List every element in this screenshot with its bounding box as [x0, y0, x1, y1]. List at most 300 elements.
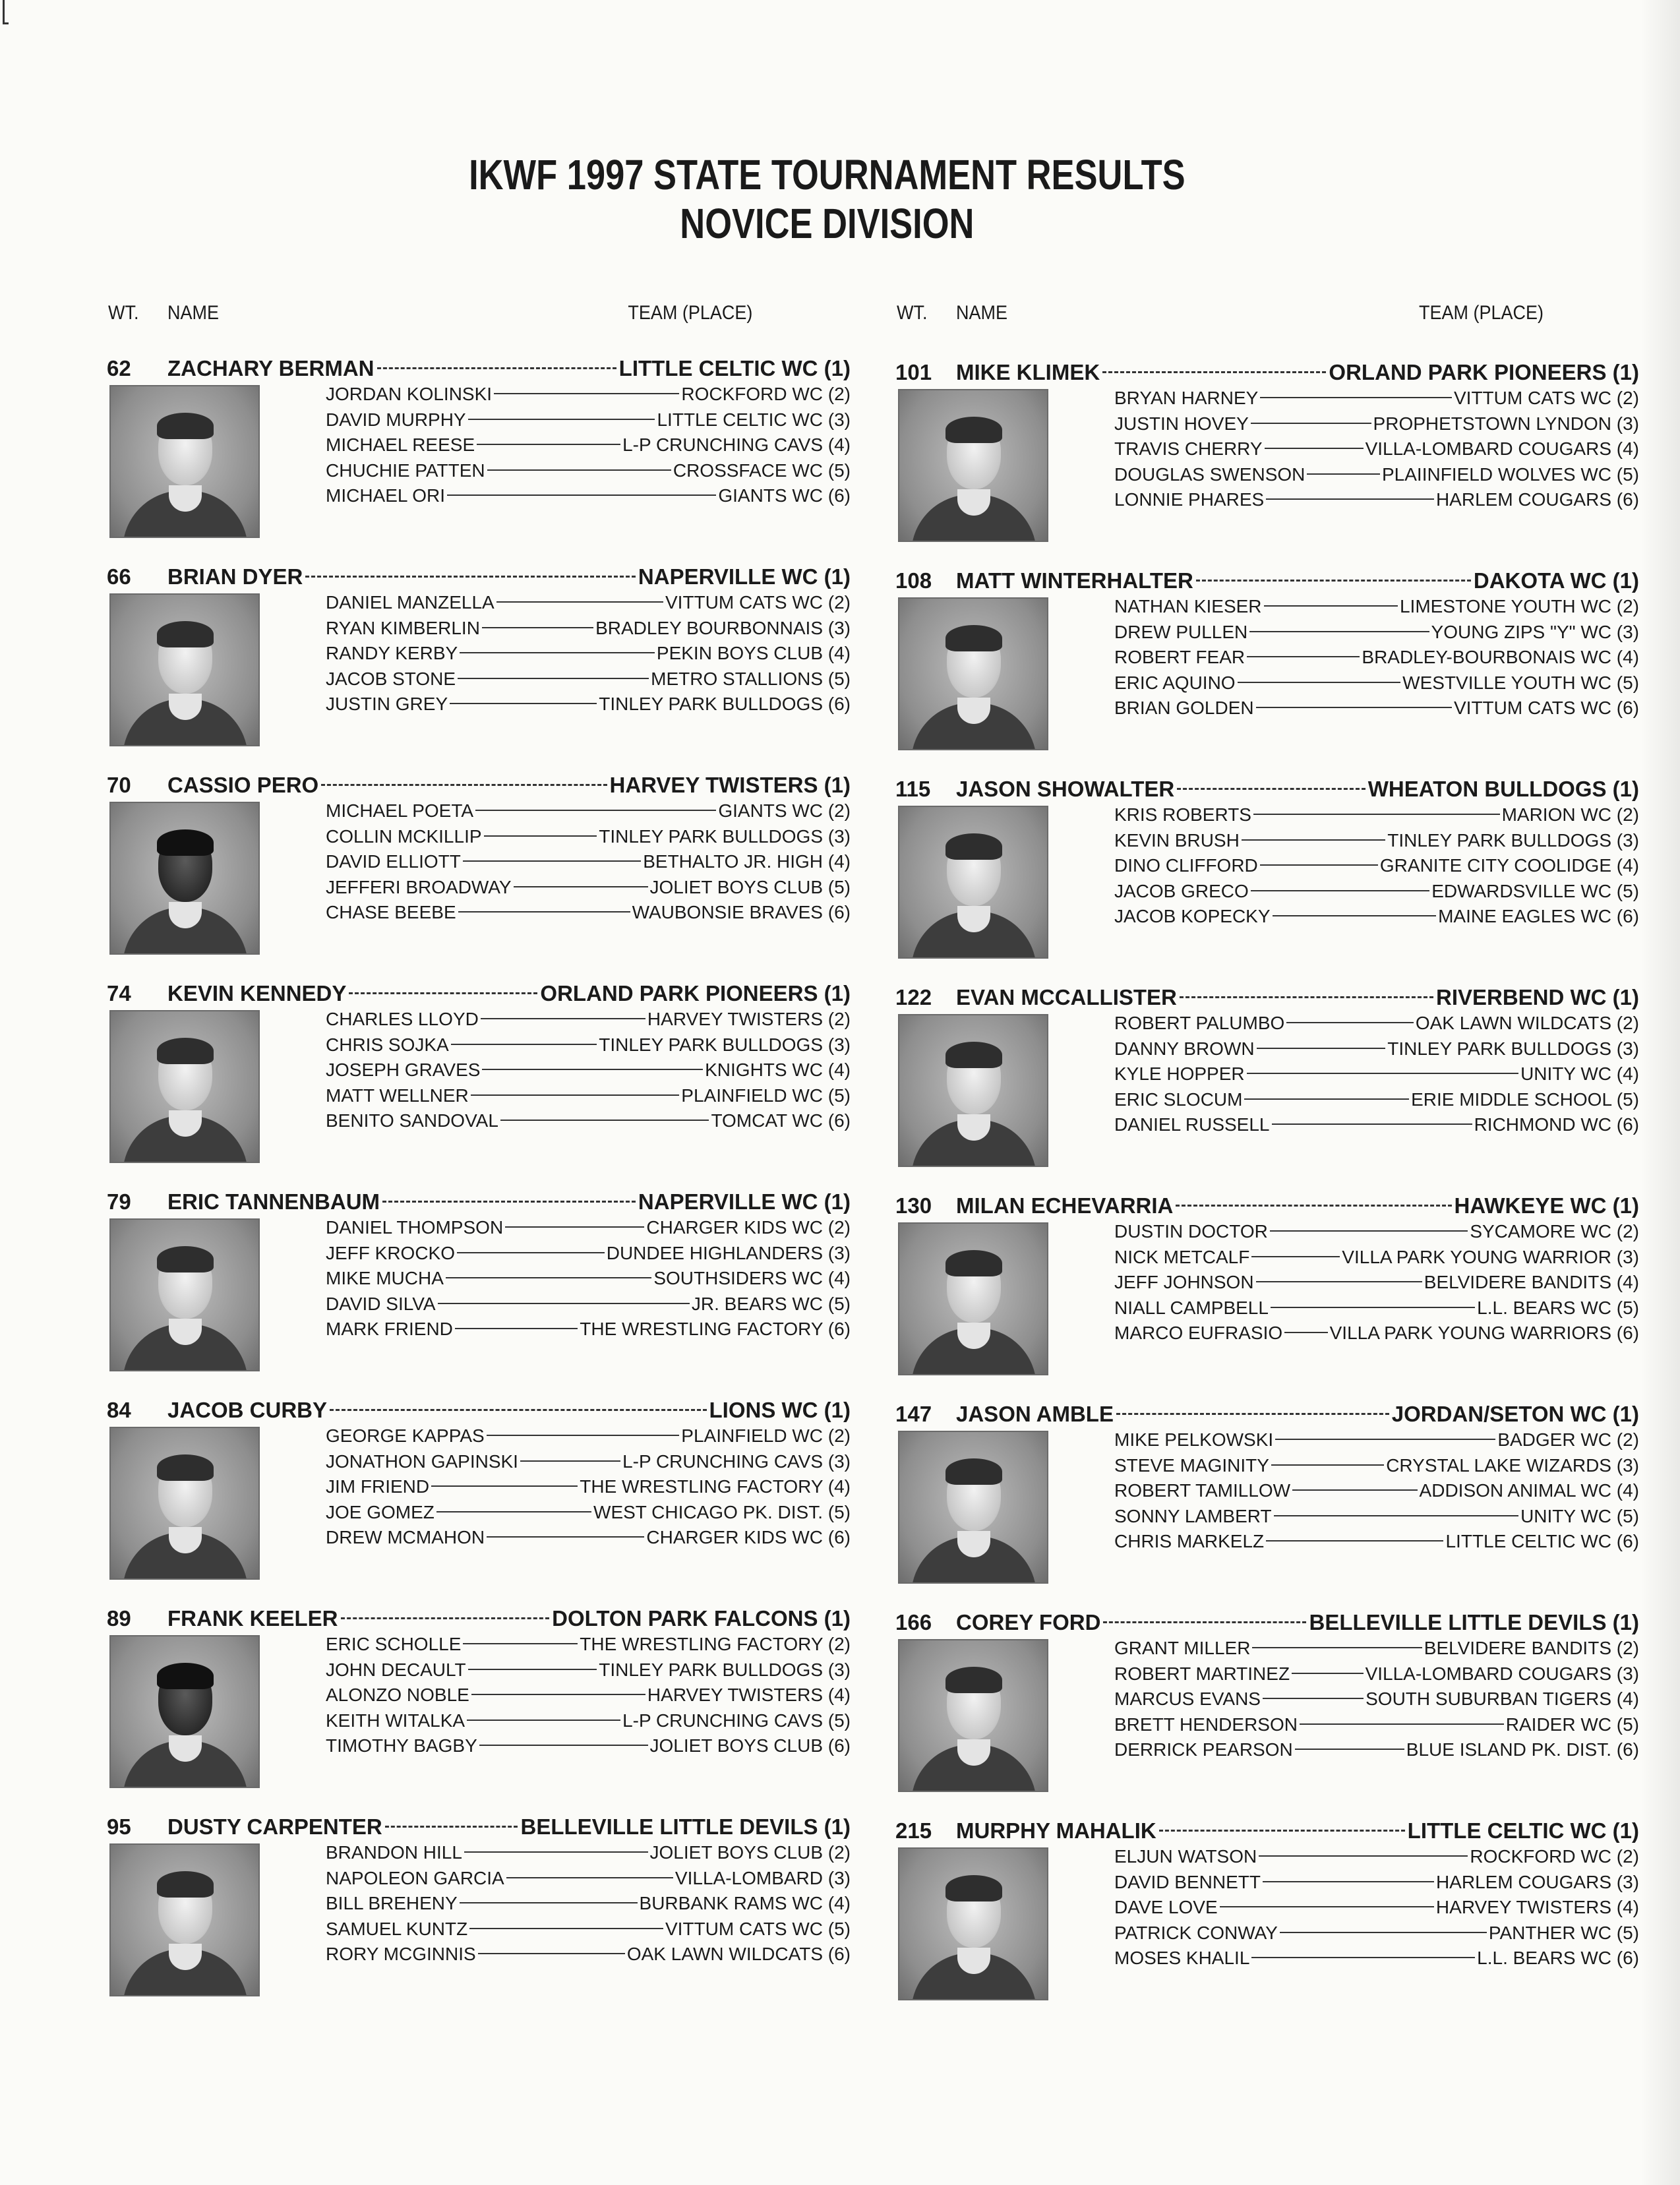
header-wt: WT.	[897, 302, 928, 324]
placing-row	[1114, 1038, 1639, 1064]
placing-row	[326, 384, 851, 409]
placer-team: OAK LAWN WILDCATS (2)	[1415, 1013, 1639, 1033]
header-name: NAME	[956, 302, 1008, 324]
placer-name: BILL BREHENY	[326, 1893, 458, 1913]
placing-row	[1114, 388, 1639, 413]
champion-name: BRIAN DYER	[167, 564, 303, 589]
leader-line	[469, 1928, 663, 1929]
placer-team: JOLIET BOYS CLUB (2)	[649, 1842, 851, 1863]
weight-label: 74	[107, 981, 131, 1005]
placing-row	[1114, 1531, 1639, 1557]
photo-hair	[157, 1454, 214, 1481]
placings-list	[326, 1842, 851, 1969]
placer-team: THE WRESTLING FACTORY (2)	[580, 1634, 851, 1654]
placing-row	[326, 1110, 851, 1136]
placer-name: ROBERT TAMILLOW	[1114, 1480, 1291, 1501]
placing-row	[1114, 464, 1639, 490]
weight-class-entry	[895, 568, 1639, 766]
placer-team: SOUTH SUBURBAN TIGERS (4)	[1365, 1689, 1639, 1709]
placer-team: UNITY WC (4)	[1520, 1063, 1639, 1084]
placer-team: CRYSTAL LAKE WIZARDS (3)	[1386, 1454, 1639, 1476]
page-subtitle: NOVICE DIVISION	[680, 200, 975, 247]
placing-row	[326, 434, 851, 460]
weight-class-entry	[895, 1818, 1639, 2016]
placer-team: PROPHETSTOWN LYNDON (3)	[1373, 413, 1639, 434]
placer-team: PLAINFIELD WC (2)	[681, 1425, 851, 1446]
champion-name: JASON SHOWALTER	[956, 777, 1175, 801]
placing-row	[326, 851, 851, 877]
champion-team: WHEATON BULLDOGS (1)	[1367, 777, 1639, 801]
placer-team: LITTLE CELTIC WC (6)	[1445, 1531, 1639, 1551]
placer-team: PLAIINFIELD WOLVES WC (5)	[1382, 464, 1639, 485]
leader-line	[520, 1460, 620, 1462]
placing-row	[326, 800, 851, 826]
placer-team: OAK LAWN WILDCATS (6)	[626, 1944, 851, 1964]
placer-name: MARK FRIEND	[326, 1319, 453, 1339]
weight-class-entry	[895, 360, 1639, 558]
champion-team: LITTLE CELTIC WC (1)	[618, 356, 851, 380]
placing-row	[1114, 1298, 1639, 1323]
placer-name: BRANDON HILL	[326, 1842, 462, 1863]
placing-row	[1114, 1948, 1639, 1973]
leader-line	[1251, 890, 1429, 891]
placer-name: RORY MCGINNIS	[326, 1944, 476, 1964]
placer-team: VITTUM CATS WC (2)	[1453, 388, 1639, 408]
placing-row	[1114, 1923, 1639, 1948]
placer-name: COLLIN MCKILLIP	[326, 825, 482, 847]
leader-line	[1220, 1906, 1434, 1907]
champion-name: MATT WINTERHALTER	[956, 568, 1193, 593]
placer-team: VITTUM CATS WC (6)	[1453, 698, 1639, 718]
placer-name: MARCUS EVANS	[1114, 1689, 1261, 1709]
placer-name: DINO CLIFFORD	[1114, 855, 1258, 876]
placer-name: RYAN KIMBERLIN	[326, 617, 480, 638]
leader-line	[330, 1409, 706, 1411]
placer-team: HARVEY TWISTERS (2)	[647, 1009, 851, 1029]
placer-team: L.L. BEARS WC (5)	[1477, 1297, 1639, 1318]
placing-row	[1114, 698, 1639, 723]
placer-team: BURBANK RAMS WC (4)	[639, 1893, 851, 1913]
leader-line	[447, 494, 716, 496]
leader-line	[1271, 1307, 1475, 1308]
placer-name: RANDY KERBY	[326, 643, 458, 663]
photo-hair	[157, 1038, 214, 1064]
placing-row	[1114, 906, 1639, 932]
placer-name: DUSTIN DOCTOR	[1114, 1221, 1268, 1242]
champion-team: DOLTON PARK FALCONS (1)	[552, 1606, 851, 1631]
champion-name: COREY FORD	[956, 1610, 1101, 1634]
leader-line	[455, 1328, 578, 1329]
placer-team: ROCKFORD WC (2)	[1470, 1846, 1639, 1867]
placer-name: DANIEL THOMPSON	[326, 1217, 504, 1238]
champion-team: HARVEY TWISTERS (1)	[609, 773, 851, 797]
placing-row	[1114, 1063, 1639, 1089]
placer-team: JR. BEARS WC (5)	[691, 1293, 851, 1314]
placer-team: BLUE ISLAND PK. DIST. (6)	[1406, 1739, 1639, 1760]
leader-line	[484, 835, 597, 837]
placer-name: BRIAN GOLDEN	[1114, 698, 1254, 718]
placer-name: DREW MCMAHON	[326, 1527, 485, 1547]
leader-line	[1266, 1540, 1443, 1541]
placer-name: TRAVIS CHERRY	[1114, 438, 1263, 459]
champion-row	[167, 1814, 851, 1842]
placing-row	[326, 1319, 851, 1344]
leader-line	[1280, 1932, 1487, 1933]
champion-team: BELLEVILLE LITTLE DEVILS (1)	[1309, 1610, 1639, 1634]
placer-team: VILLA-LOMBARD COUGARS (4)	[1365, 438, 1639, 459]
leader-line	[479, 1745, 648, 1746]
placing-row	[1114, 1689, 1639, 1714]
leader-line	[1295, 1749, 1404, 1750]
leader-line	[1159, 1830, 1405, 1832]
placer-name: ROBERT FEAR	[1114, 647, 1245, 667]
placing-row	[326, 826, 851, 852]
photo-hair	[945, 1042, 1002, 1068]
leader-line	[506, 1877, 673, 1878]
champion-row	[167, 981, 851, 1009]
champion-row	[167, 773, 851, 800]
leader-line	[1274, 1515, 1518, 1516]
placing-row	[1114, 438, 1639, 464]
wrestler-photo	[109, 385, 260, 538]
placer-team: RICHMOND WC (6)	[1474, 1114, 1639, 1135]
leader-line	[1102, 371, 1326, 373]
placer-team: GIANTS WC (6)	[718, 485, 851, 506]
header-team: TEAM (PLACE)	[628, 302, 753, 324]
placer-team: VILLA PARK YOUNG WARRIOR (3)	[1342, 1246, 1639, 1267]
placer-team: L-P CRUNCHING CAVS (4)	[622, 434, 851, 455]
leader-line	[477, 444, 620, 445]
wrestler-photo	[898, 597, 1048, 750]
champion-row	[167, 356, 851, 384]
placer-name: PATRICK CONWAY	[1114, 1922, 1278, 1943]
placer-name: JOSEPH GRAVES	[326, 1060, 481, 1080]
champion-team: NAPERVILLE WC (1)	[638, 564, 851, 589]
leader-line	[1244, 1098, 1409, 1100]
leader-line	[1264, 605, 1398, 607]
leader-line	[467, 1720, 620, 1721]
placer-name: DAVID SILVA	[326, 1293, 436, 1314]
placer-team: UNITY WC (5)	[1520, 1505, 1639, 1526]
weight-label: 70	[107, 773, 131, 797]
leader-line	[1266, 498, 1434, 500]
wrestler-photo	[898, 1431, 1048, 1584]
leader-line	[1263, 1698, 1364, 1699]
placing-row	[1114, 804, 1639, 830]
placing-row	[326, 877, 851, 903]
leader-line	[468, 1669, 597, 1670]
placer-team: EDWARDSVILLE WC (5)	[1431, 880, 1639, 901]
wrestler-photo	[898, 806, 1048, 959]
placer-name: JACOB GRECO	[1114, 880, 1249, 901]
leader-line	[321, 784, 607, 786]
placer-team: HARLEM COUGARS (3)	[1435, 1871, 1639, 1892]
leader-line	[494, 393, 679, 394]
weight-label: 79	[107, 1189, 131, 1214]
placing-row	[1114, 1506, 1639, 1532]
placer-name: KEVIN BRUSH	[1114, 829, 1240, 851]
placing-row	[1114, 1846, 1639, 1872]
leader-line	[487, 1536, 644, 1538]
placing-row	[326, 694, 851, 719]
weight-label: 89	[107, 1606, 131, 1631]
wrestler-photo	[109, 1218, 260, 1371]
placer-team: L-P CRUNCHING CAVS (3)	[622, 1451, 851, 1472]
leader-line	[1242, 839, 1385, 841]
leader-line	[1260, 397, 1452, 398]
placing-row	[326, 1944, 851, 1969]
placer-name: ALONZO NOBLE	[326, 1685, 469, 1705]
leader-line	[349, 992, 537, 994]
placer-team: MARION WC (2)	[1501, 804, 1639, 825]
placing-row	[1114, 1897, 1639, 1923]
header-name: NAME	[167, 302, 220, 324]
placer-team: ERIE MIDDLE SCHOOL (5)	[1411, 1089, 1639, 1110]
placing-row	[326, 1893, 851, 1919]
placings-list	[1114, 1846, 1639, 1973]
placer-team: LITTLE CELTIC WC (3)	[657, 409, 851, 430]
weight-label: 130	[895, 1193, 932, 1218]
placer-team: LIMESTONE YOUTH WC (2)	[1399, 596, 1639, 616]
leader-line	[1272, 1123, 1472, 1125]
placer-name: JUSTIN GREY	[326, 694, 448, 714]
weight-class-entry	[895, 985, 1639, 1183]
placer-team: YOUNG ZIPS "Y" WC (3)	[1431, 621, 1639, 642]
leader-line	[1249, 631, 1429, 632]
placer-name: CHARLES LLOYD	[326, 1009, 479, 1029]
placing-row	[326, 618, 851, 644]
leader-line	[446, 1277, 651, 1278]
leader-line	[1251, 423, 1371, 424]
leader-line	[1263, 1881, 1434, 1882]
placer-team: HARLEM COUGARS (6)	[1435, 489, 1639, 510]
placing-row	[1114, 1739, 1639, 1765]
placer-team: PLAINFIELD WC (5)	[681, 1085, 851, 1106]
photo-hair	[157, 1663, 214, 1689]
weight-class-entry	[107, 773, 851, 971]
placer-team: THE WRESTLING FACTORY (6)	[580, 1319, 851, 1339]
leader-line	[1273, 915, 1437, 916]
champion-team: HAWKEYE WC (1)	[1454, 1193, 1639, 1218]
placer-name: BENITO SANDOVAL	[326, 1110, 498, 1131]
placing-row	[326, 1842, 851, 1868]
leader-line	[505, 1226, 644, 1228]
placer-team: HARVEY TWISTERS (4)	[647, 1685, 851, 1705]
leader-line	[436, 1511, 591, 1512]
champion-team: ORLAND PARK PIONEERS (1)	[540, 981, 851, 1005]
placing-row	[1114, 489, 1639, 515]
leader-line	[460, 652, 655, 653]
champion-row	[956, 985, 1639, 1013]
placing-row	[1114, 1663, 1639, 1689]
leader-line	[471, 1094, 680, 1096]
wrestler-photo	[898, 1014, 1048, 1167]
champion-row	[956, 360, 1639, 388]
photo-hair	[157, 621, 214, 647]
placer-team: DUNDEE HIGHLANDERS (3)	[606, 1242, 851, 1263]
leader-line	[1260, 864, 1378, 866]
leader-line	[1180, 996, 1433, 998]
placer-team: VILLA-LOMBARD (3)	[675, 1867, 851, 1888]
champion-row	[956, 1818, 1639, 1846]
placer-name: CHRIS SOJKA	[326, 1034, 449, 1055]
placing-row	[1114, 413, 1639, 439]
champion-name: JASON AMBLE	[956, 1402, 1114, 1426]
placer-team: WAUBONSIE BRAVES (6)	[632, 902, 851, 922]
placer-team: CHARGER KIDS WC (2)	[646, 1217, 851, 1238]
champion-name: JACOB CURBY	[167, 1398, 328, 1422]
placer-name: JACOB STONE	[326, 668, 456, 689]
placer-name: CHASE BEEBE	[326, 902, 456, 922]
placer-name: BRYAN HARNEY	[1114, 388, 1259, 408]
leader-line	[1292, 1489, 1417, 1491]
champion-team: LIONS WC (1)	[709, 1398, 851, 1422]
placer-team: BADGER WC (2)	[1497, 1429, 1639, 1450]
placing-row	[326, 409, 851, 435]
placing-row	[326, 460, 851, 486]
placer-name: GEORGE KAPPAS	[326, 1425, 485, 1446]
placer-name: ROBERT MARTINEZ	[1114, 1663, 1290, 1684]
placer-name: MICHAEL POETA	[326, 800, 474, 821]
leader-line	[458, 911, 630, 913]
champion-row	[956, 1610, 1639, 1638]
placer-name: CHUCHIE PATTEN	[326, 460, 485, 481]
placer-name: SAMUEL KUNTZ	[326, 1918, 468, 1939]
champion-name: MILAN ECHEVARRIA	[956, 1193, 1174, 1218]
leader-line	[1307, 473, 1380, 475]
placing-row	[326, 1217, 851, 1243]
leader-line	[1196, 580, 1471, 582]
corner-mark	[3, 0, 9, 24]
champion-name: MIKE KLIMEK	[956, 360, 1100, 384]
photo-hair	[157, 1871, 214, 1898]
leader-line	[377, 367, 616, 369]
leader-line	[514, 886, 648, 887]
placer-name: ERIC AQUINO	[1114, 672, 1236, 693]
placings-list	[1114, 596, 1639, 723]
placing-row	[326, 1868, 851, 1894]
placer-team: TINLEY PARK BULLDOGS (3)	[1387, 1038, 1639, 1059]
placer-name: DOUGLAS SWENSON	[1114, 464, 1305, 485]
placing-row	[326, 1476, 851, 1502]
leader-line	[468, 419, 655, 420]
leader-line	[463, 1643, 578, 1644]
placing-row	[326, 1451, 851, 1477]
placer-team: SOUTHSIDERS WC (4)	[653, 1268, 851, 1288]
placer-team: WEST CHICAGO PK. DIST. (5)	[593, 1501, 851, 1522]
placer-name: STEVE MAGINITY	[1114, 1454, 1269, 1476]
placing-row	[326, 1268, 851, 1294]
placer-name: DREW PULLEN	[1114, 621, 1248, 642]
placer-team: PEKIN BOYS CLUB (4)	[656, 643, 851, 663]
placings-list	[326, 1634, 851, 1761]
leader-line	[487, 1435, 680, 1436]
placing-row	[326, 1660, 851, 1685]
placer-name: DANNY BROWN	[1114, 1038, 1255, 1059]
placing-row	[326, 592, 851, 618]
leader-line	[1256, 707, 1452, 708]
placer-name: MIKE PELKOWSKI	[1114, 1429, 1274, 1450]
placer-team: VITTUM CATS WC (5)	[665, 1918, 851, 1939]
placer-name: KYLE HOPPER	[1114, 1063, 1245, 1084]
weight-class-entry	[895, 1402, 1639, 1600]
photo-hair	[945, 417, 1002, 443]
placer-name: JOHN DECAULT	[326, 1659, 466, 1680]
placer-team: VILLA PARK YOUNG WARRIORS (6)	[1329, 1323, 1639, 1343]
leader-line	[481, 1018, 645, 1019]
placer-name: MICHAEL REESE	[326, 434, 475, 455]
weight-label: 66	[107, 564, 131, 589]
placing-row	[1114, 1480, 1639, 1506]
placer-name: GRANT MILLER	[1114, 1638, 1251, 1658]
weight-class-entry	[107, 1814, 851, 2012]
leader-line	[487, 469, 671, 471]
weight-label: 115	[895, 777, 931, 801]
champion-row	[167, 564, 851, 592]
placing-row	[326, 1735, 851, 1761]
leader-line	[500, 1120, 709, 1121]
placer-name: MICHAEL ORI	[326, 485, 445, 506]
placing-row	[326, 1685, 851, 1710]
wrestler-photo	[109, 593, 260, 746]
placer-name: DAVID BENNETT	[1114, 1871, 1261, 1892]
weight-class-entry	[895, 1610, 1639, 1808]
placer-name: JORDAN KOLINSKI	[326, 384, 493, 404]
weight-class-entry	[107, 1398, 851, 1596]
weight-class-entry	[895, 1193, 1639, 1391]
weight-label: 215	[895, 1818, 932, 1843]
placing-row	[326, 1502, 851, 1528]
placing-row	[1114, 1089, 1639, 1115]
champion-name: EVAN MCCALLISTER	[956, 985, 1177, 1009]
placing-row	[326, 1294, 851, 1319]
placer-name: JEFF KROCKO	[326, 1242, 456, 1263]
placer-team: PANTHER WC (5)	[1488, 1922, 1639, 1943]
right-column-header	[897, 302, 1544, 328]
placer-name: MARCO EUFRASIO	[1114, 1323, 1283, 1343]
leader-line	[1270, 1230, 1468, 1232]
placing-row	[1114, 622, 1639, 647]
photo-hair	[945, 625, 1002, 651]
leader-line	[450, 703, 597, 704]
placer-name: DANIEL RUSSELL	[1114, 1114, 1270, 1135]
placer-team: THE WRESTLING FACTORY (4)	[580, 1476, 851, 1497]
photo-hair	[157, 829, 214, 856]
champion-team: JORDAN/SETON WC (1)	[1391, 1402, 1639, 1426]
placing-row	[1114, 596, 1639, 622]
placer-name: SONNY LAMBERT	[1114, 1505, 1272, 1526]
placer-team: TINLEY PARK BULLDOGS (3)	[599, 1034, 851, 1055]
placer-team: GRANITE CITY COOLIDGE (4)	[1379, 855, 1639, 876]
leader-line	[1271, 1464, 1384, 1466]
champion-team: BELLEVILLE LITTLE DEVILS (1)	[520, 1814, 851, 1839]
weight-label: 95	[107, 1814, 131, 1839]
placer-name: NIALL CAMPBELL	[1114, 1297, 1269, 1318]
placer-team: BETHALTO JR. HIGH (4)	[643, 851, 851, 872]
placing-row	[326, 1527, 851, 1553]
leader-line	[1116, 1413, 1389, 1415]
leader-line	[457, 1252, 605, 1253]
placer-name: DANIEL MANZELLA	[326, 592, 495, 613]
placer-team: RAIDER WC (5)	[1505, 1714, 1639, 1735]
photo-hair	[945, 1667, 1002, 1693]
champion-row	[956, 1402, 1639, 1429]
placer-team: BELVIDERE BANDITS (4)	[1424, 1272, 1639, 1292]
placing-row	[326, 1060, 851, 1085]
leader-line	[1286, 1022, 1414, 1023]
placing-row	[326, 1034, 851, 1060]
leader-line	[482, 627, 593, 628]
